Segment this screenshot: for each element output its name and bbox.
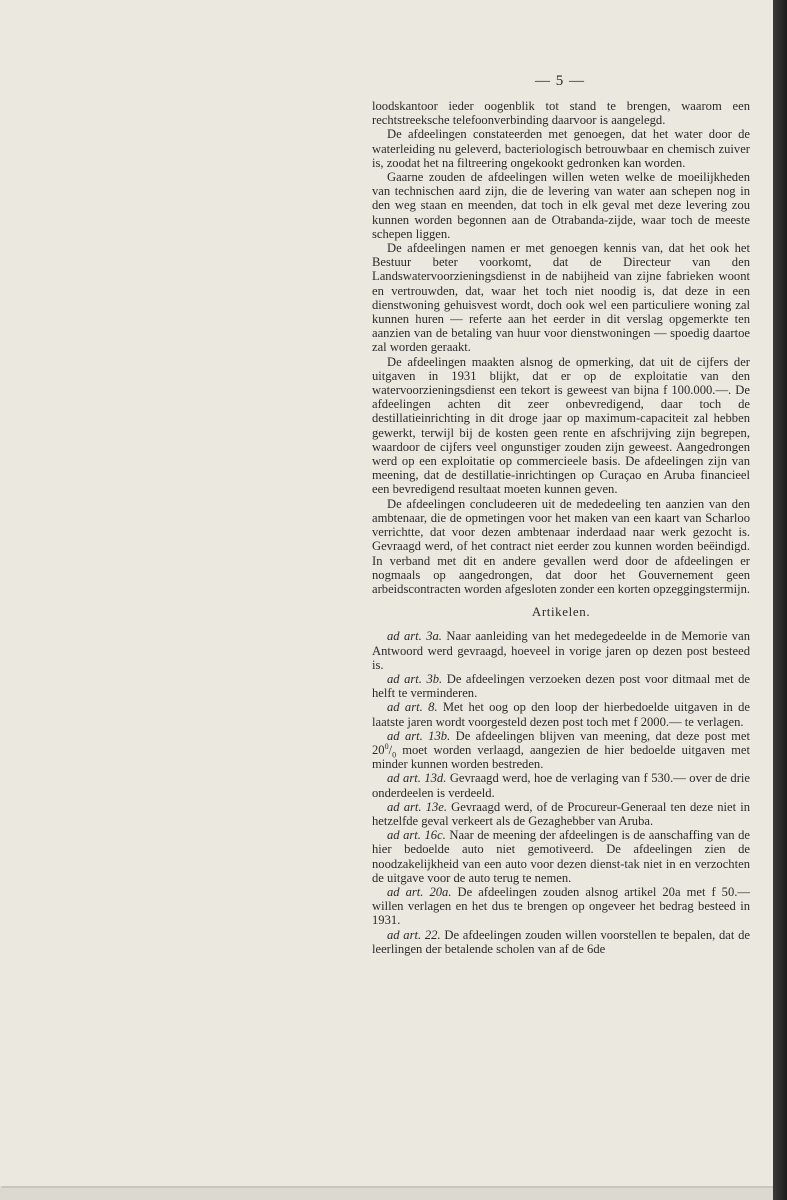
paragraph: De afdeelingen maakten alsnog de opmerking, dat uit de cijfers der uitgaven in 1931 blijkt, dat er op de exploitatie van den watervoorzieningsdienst een tekort is geweest van bijna f 100.000.—. De afdeelingen achten dit zeer onbevredigend, daar toch de destillatieinrichting in dit droge jaar op maximum-capaciteit zal hebben gewerkt, terwijl bij de kosten geen rente en afschrijving zijn begrepen, waardoor de cijfers veel ongunstiger zouden zijn geweest. Aangedrongen werd op een exploitatie op commercieele basis. De afdeelingen zijn van meening, dat de destillatie-inrichtingen op Curaçao en Aruba financieel een bevredigend resultaat moeten kunnen geven. [372,354,750,497]
article-ref: ad art. 22. [387,927,441,942]
percent-sup: 0 [384,741,389,751]
article-entry [372,800,750,828]
article-ref: ad art. 3a. [387,629,442,644]
article-text: moet worden verlaagd, aangezien de hier bedoelde uitgaven met minder kunnen worden bestreden. [372,742,750,772]
article-text: Naar aanleiding van het medegedeelde in de Memorie van Antwoord werd gevraagd, hoeveel in vorige jaren op dezen post besteed is. [372,629,750,672]
article-ref: ad art. 16c. [387,828,446,843]
article-entry [372,672,750,700]
paragraph: loodskantoor ieder oogenblik tot stand te brengen, waarom een rechtstreeksche telefoonverbinding daarvoor is aangelegd. [372,99,750,128]
article-ref: ad art. 13e. [387,799,448,814]
article-ref: ad art. 3b. [387,671,443,686]
article-entry [372,700,750,728]
article-text: Gevraagd werd, hoe de verlaging van f 530.— over de drie onderdeelen is verdeeld. [372,771,750,800]
paragraph: De afdeelingen namen er met genoegen kennis van, dat het ook het Bestuur beter voorkomt, dat de Directeur van den Landswatervoorzieningsdienst in de nabijheid van zijne fabrieken woont en vertrouwden, dat, waar het toch niet noodig is, dat deze in een dienstwoning gehuisvest wordt, doch ook wel een particuliere woning zal kunnen huren — referte aan het eerder in dit verslag opgemerkte ten aanzien van de betaling van huur voor dienstwoningen — spoedig daartoe zal worden geraakt. [372,241,750,355]
paragraph: Gaarne zouden de afdeelingen willen weten welke de moeilijkheden van technischen aard zijn, die de levering van water aan schepen nog in den weg staan en meenden, dat toch in elk geval met deze levering zou kunnen worden begonnen aan de Otrabanda-zijde, waar toch de meeste schepen liggen. [372,170,750,241]
article-text: De afdeelingen zouden alsnog artikel 20a met f 50.— willen verlagen en het dus te brengen op ongeveer het bedrag besteed in 1931. [372,884,751,928]
article-ref: ad art. 20a. [387,884,452,899]
article-text: De afdeelingen zouden willen voorstellen te bepalen, dat de leerlingen der betalende scholen van af de 6de [372,927,750,956]
article-text: Met het oog op den loop der hierbedoelde uitgaven in de laatste jaren wordt voorgesteld dezen post toch met f 2000.— te verlagen. [372,700,750,729]
book-spine [773,0,787,1200]
article-text: Gevraagd werd, of de Procureur-Generaal ten deze niet in hetzelfde geval verkeert als de Gezaghebber van Aruba. [372,799,750,828]
article-ref: ad art. 8. [387,700,438,715]
article-ref: ad art. 13d. [387,771,447,786]
section-heading: Artikelen. [531,604,591,620]
article-entry [372,771,750,799]
text-column [372,99,750,956]
page-number: — 5 — [535,73,585,89]
article-entry [372,885,750,928]
article-entry [372,828,750,885]
paragraph: De afdeelingen constateerden met genoegen, dat het water door de waterleiding nu geleverd, bacteriologisch betrouwbaar en chemisch zuiver is, zoodat het na filtreering ongekookt gedronken kan worden. [372,127,750,170]
article-ref: ad art. 13b. [387,728,451,743]
article-entry: ad art. 13b. De afdeelingen blijven van meening, dat deze post met $20^0/_0$ moet worden verlaagd, aangezien de hier bedoelde uitgaven met minder kunnen worden bestreden. [372,728,750,772]
article-text: De afdeelingen blijven van meening, dat deze post met 20 [372,728,750,757]
article-text: De afdeelingen verzoeken dezen post voor ditmaal met de helft te verminderen. [372,671,750,701]
percent-sub: 0 [392,750,397,760]
paragraph: De afdeelingen concludeeren uit de mededeeling ten aanzien van den ambtenaar, die de opmetingen voor het maken van een kaart van Scharloo verrichtte, dat voor dezen ambtenaar inderdaad naar werk gezocht is. Gevraagd werd, of het contract niet eerder zou kunnen worden beëindigd. In verband met dit en andere gevallen werd door de afdeelingen er nogmaals op aangedrongen, dat door het Gouvernement geen arbeidscontracten worden afgesloten zonder een korten opzeggingstermijn. [372,496,751,596]
article-text: Naar de meening der afdeelingen is de aanschaffing van de hier bedoelde auto niet gemotiveerd. De afdeelingen zien de noodzakelijkheid van een auto voor dezen dienst-tak niet in en verzochten de uitgave voor de auto terug te nemen. [372,828,750,885]
article-entry [372,928,750,956]
article-entry [372,629,750,672]
